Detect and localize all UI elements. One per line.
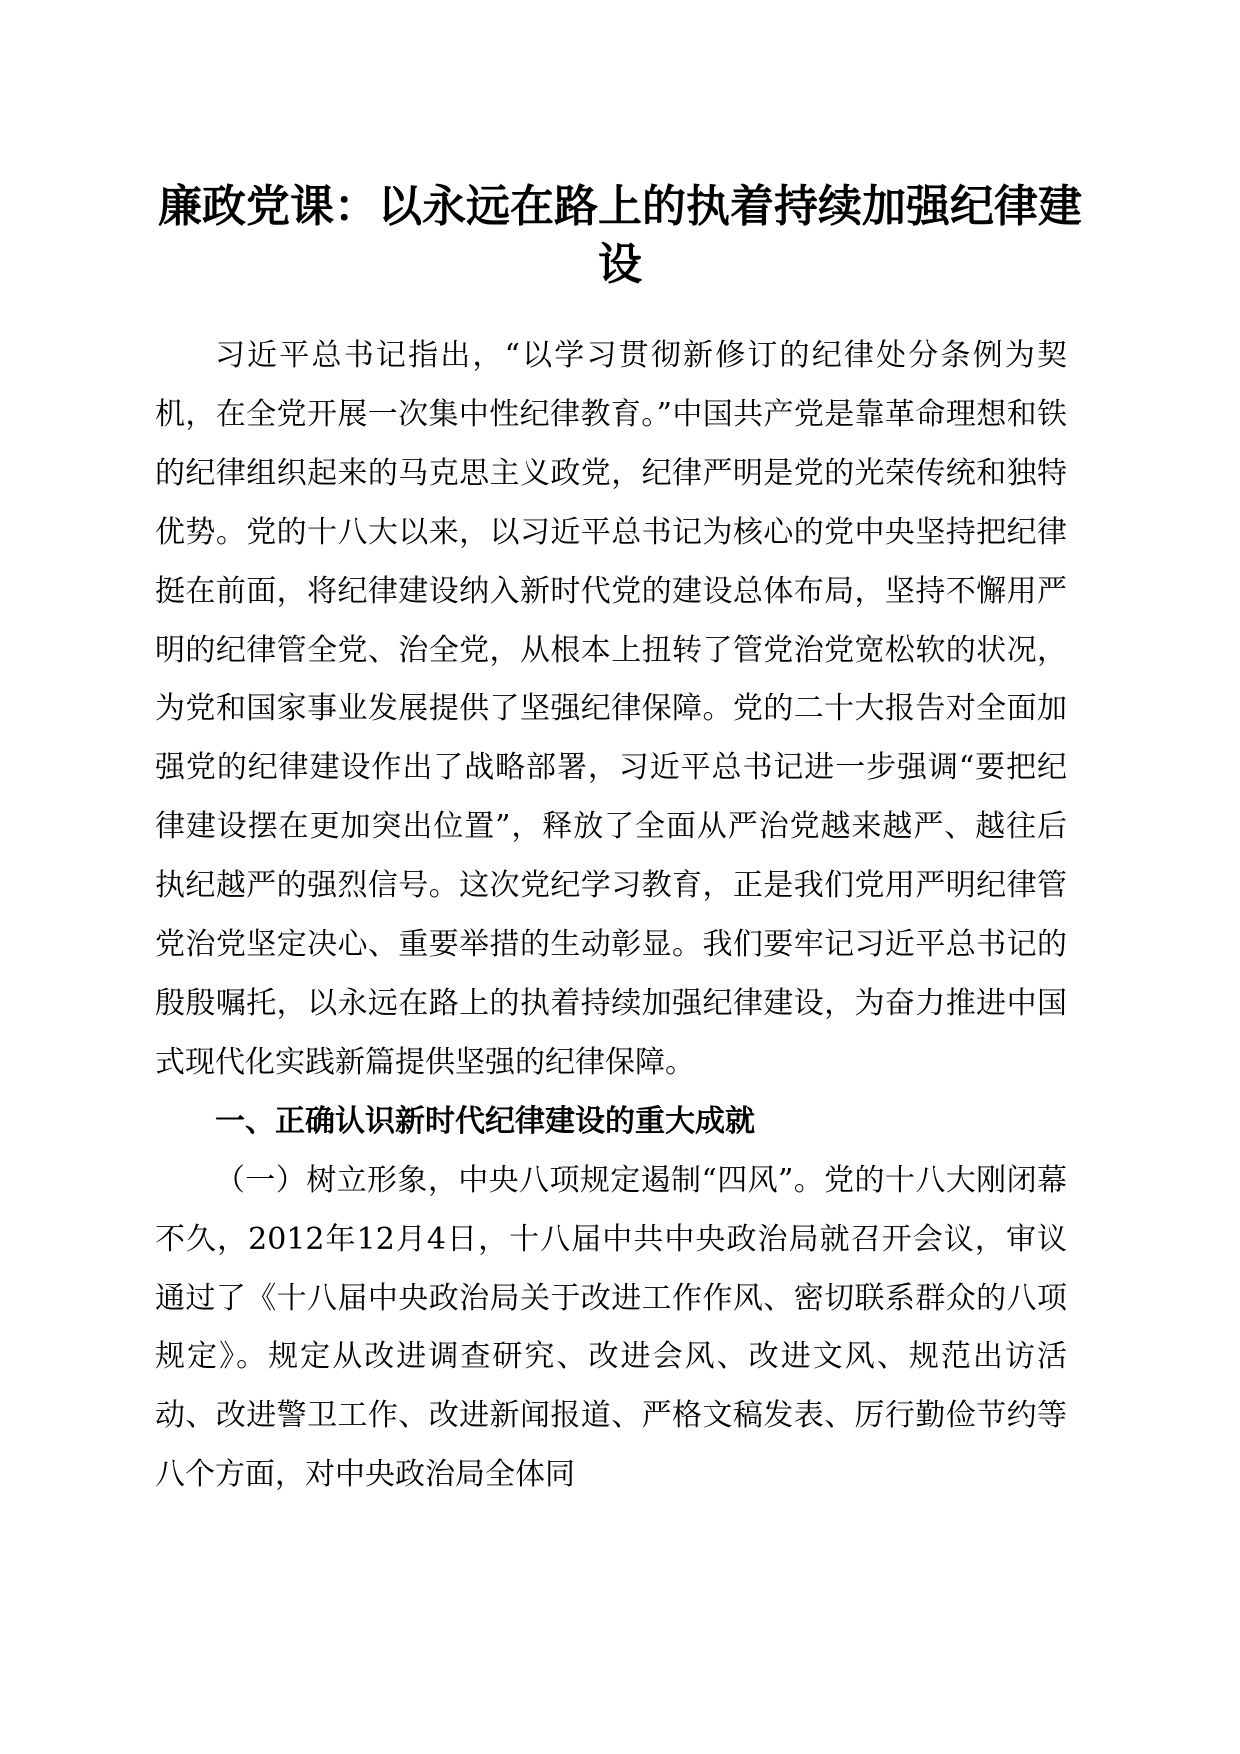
subsection-paragraph: （一）树立形象，中央八项规定遏制“四风”。党的十八大刚闭幕不久，2012年12月4日，十八届中共中央政治局就召开会议，审议通过了《十八届中央政治局关于改进工作作风、密切联系群众的八项规定》。规定从改进调查研究、改进会风、改进文风、规范出访活动、改进警卫工作、改进新闻报道、严格文稿发表、厉行勤俭节约等八个方面，对中央政治局全体同 (155, 1162, 1067, 1493)
document-title: 廉政党课：以永远在路上的执着持续加强纪律建设 (158, 181, 1082, 290)
section-heading: 一、正确认识新时代纪律建设的重大成就 (215, 1103, 755, 1139)
document-body (155, 327, 1067, 1505)
intro-paragraph: 习近平总书记指出，“以学习贯彻新修订的纪律处分条例为契机，在全党开展一次集中性纪律教育。”中国共产党是靠革命理想和铁的纪律组织起来的马克思主义政党，纪律严明是党的光荣传统和独特优势。党的十八大以来，以习近平总书记为核心的党中央坚持把纪律挺在前面，将纪律建设纳入新时代党的建设总体布局，坚持不懈用严明的纪律管全党、治全党，从根本上扭转了管党治党宽松软的状况，为党和国家事业发展提供了坚强纪律保障。党的二十大报告对全面加强党的纪律建设作出了战略部署，习近平总书记进一步强调“要把纪律建设摆在更加突出位置”，释放了全面从严治党越来越严、越往后执纪越严的强烈信号。这次党纪学习教育，正是我们党用严明纪律管党治党坚定决心、重要举措的生动彰显。我们要牢记习近平总书记的殷殷嘱托，以永远在路上的执着持续加强纪律建设，为奋力推进中国式现代化实践新篇提供坚强的纪律保障。 (155, 338, 1067, 1080)
